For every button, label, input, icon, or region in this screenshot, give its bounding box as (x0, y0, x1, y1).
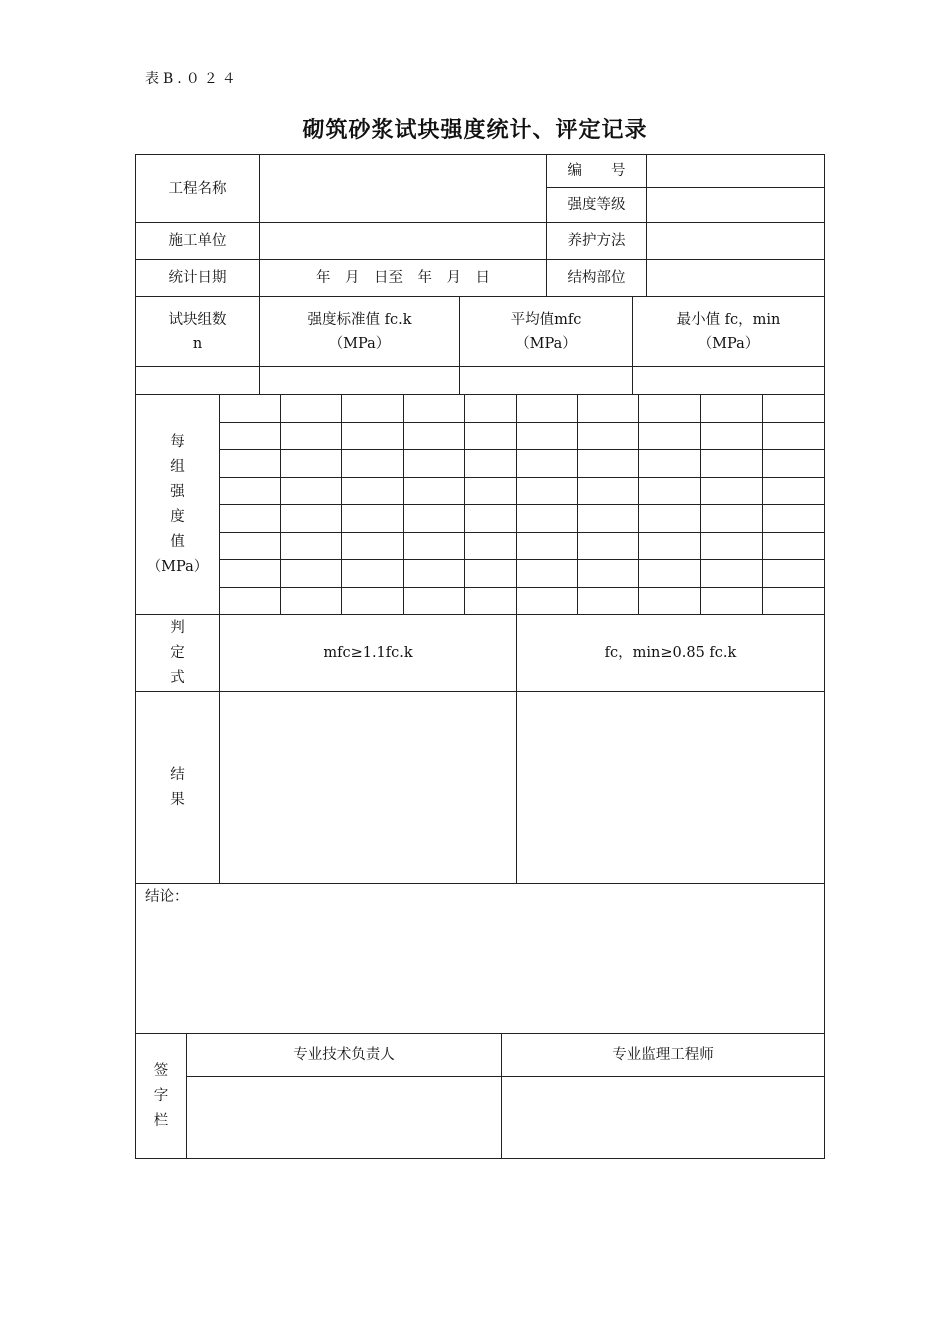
signature-label-char: 栏 (153, 1113, 169, 1129)
project-name-label: 工程名称 (168, 180, 227, 197)
group-values-unit: （MPa） (146, 558, 209, 575)
group-values-label-char: 组 (170, 458, 185, 475)
page-title: 砌筑砂浆试块强度统计、评定记录 (302, 117, 648, 143)
min-value-label: 最小值 fc，min (676, 311, 781, 328)
curing-method-field[interactable] (647, 223, 824, 259)
std-value-field[interactable] (260, 367, 459, 394)
group-count-symbol: n (192, 335, 203, 352)
criteria-label-char: 式 (170, 669, 185, 686)
std-value-label: 强度标准值 fc.k (307, 311, 412, 328)
conclusion-field[interactable] (136, 910, 824, 1033)
supervisor-signature-field[interactable] (502, 1077, 824, 1158)
document-number: 表B.０２４ (145, 71, 240, 87)
group-values-label-char: 强 (170, 483, 185, 500)
strength-grade-field[interactable] (647, 188, 824, 222)
group-values-label-char: 度 (170, 508, 185, 525)
result-label-char: 果 (170, 791, 185, 808)
construction-unit-label: 施工单位 (168, 233, 227, 249)
criteria-label-char: 判 (170, 619, 185, 636)
construction-unit-field[interactable] (260, 223, 546, 259)
project-name-field[interactable] (260, 155, 546, 222)
supervisor-label: 专业监理工程师 (612, 1047, 714, 1063)
min-value-unit: （MPa） (697, 335, 760, 352)
group-count-label: 试块组数 (168, 311, 227, 328)
signature-label-char: 签 (153, 1063, 169, 1079)
avg-value-label: 平均值mfc (510, 311, 582, 328)
structure-part-field[interactable] (647, 260, 824, 296)
group-values-grid[interactable] (220, 395, 824, 614)
stat-date-label: 统计日期 (168, 270, 227, 286)
group-values-label-char: 值 (170, 533, 185, 550)
std-value-unit: （MPa） (328, 335, 391, 352)
structure-part-label: 结构部位 (567, 270, 626, 286)
tech-lead-signature-field[interactable] (187, 1077, 501, 1158)
criteria-label-char: 定 (170, 644, 185, 661)
conclusion-label: 结论： (145, 889, 189, 905)
avg-value-unit: （MPa） (515, 335, 577, 352)
min-value-field[interactable] (633, 367, 824, 394)
tech-lead-label: 专业技术负责人 (293, 1047, 395, 1063)
criteria-formula-avg: mfc≥1.1fc.k (323, 645, 413, 661)
signature-label-char: 字 (153, 1088, 169, 1104)
avg-value-field[interactable] (460, 367, 632, 394)
result-min-field[interactable] (517, 692, 824, 883)
serial-number-label: 编 号 (567, 163, 626, 179)
curing-method-label: 养护方法 (567, 233, 626, 249)
strength-grade-label: 强度等级 (567, 197, 626, 213)
criteria-formula-min: fc，min≥0.85 fc.k (604, 645, 737, 661)
group-count-field[interactable] (136, 367, 259, 394)
serial-number-field[interactable] (647, 155, 824, 187)
result-avg-field[interactable] (220, 692, 516, 883)
stat-date-field[interactable]: 年 月 日至 年 月 日 (316, 270, 490, 286)
group-values-label-char: 每 (170, 433, 185, 450)
result-label-char: 结 (170, 766, 185, 783)
